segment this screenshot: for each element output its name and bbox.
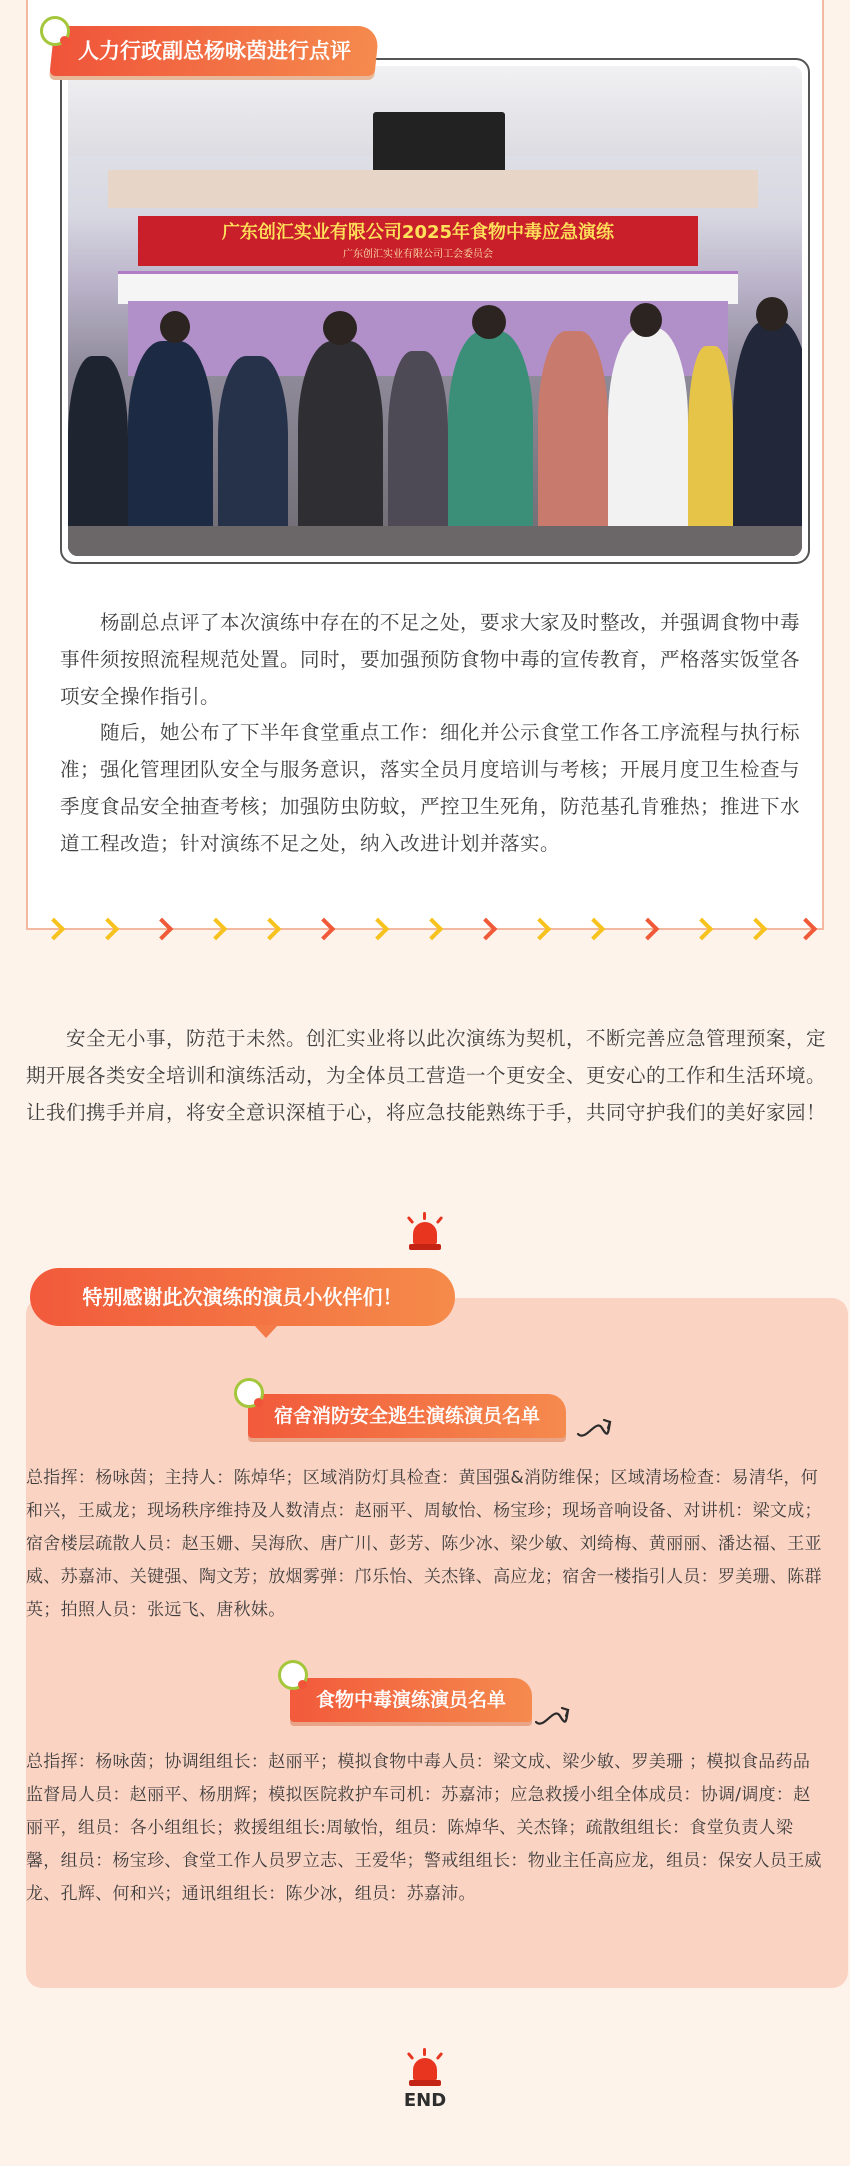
review-paragraph-1: 杨副总点评了本次演练中存在的不足之处，要求大家及时整改，并强调食物中毒事件须按照流程规范处置。同时，要加强预防食物中毒的宣传教育，严格落实饭堂各项安全操作指引。: [60, 611, 801, 708]
ring-icon: [278, 1660, 308, 1690]
photo-person: [688, 346, 733, 556]
photo-banner-subtext: 广东创汇实业有限公司工会委员会: [343, 249, 493, 260]
closing-paragraph: 安全无小事，防范于未然。创汇实业将以此次演练为契机，不断完善应急管理预案，定期开展各类安全培训和演练活动，为全体员工营造一个更安全、更安心的工作和生活环境。让我们携手并肩，将安全意识深植于心，将应急技能熟练于手，共同守护我们的美好家园！: [26, 1027, 827, 1124]
siren-ray: [436, 1216, 443, 1224]
siren-ray: [407, 1216, 414, 1224]
dorm-list-title: 宿舍消防安全逃生演练演员名单: [248, 1394, 566, 1438]
photo-head: [472, 305, 506, 339]
photo-person: [448, 331, 533, 556]
siren-dome: [413, 1222, 437, 1244]
siren-icon: [405, 2048, 445, 2088]
chevron-right-icon: [637, 918, 660, 941]
ring-icon: [40, 16, 70, 46]
siren-ray: [423, 1212, 426, 1220]
siren-icon: [405, 1212, 445, 1252]
chevron-right-icon: [795, 918, 818, 941]
siren-ray: [436, 2052, 443, 2060]
chevron-right-icon: [475, 918, 498, 941]
siren-base: [409, 2080, 441, 2086]
chevron-right-icon: [421, 918, 444, 941]
photo-floor: [68, 526, 802, 556]
photo-crowd: [68, 311, 802, 556]
photo-person: [538, 331, 608, 556]
photo-person: [298, 341, 383, 556]
section-title-text: 人力行政副总杨咏茵进行点评: [78, 39, 351, 63]
photo-banner-text: 广东创汇实业有限公司2025年食物中毒应急演练: [221, 222, 615, 243]
photo-person: [608, 328, 688, 556]
end-label: END: [403, 2090, 447, 2111]
photo-banner: [138, 216, 698, 266]
review-paragraph-2: 随后，她公布了下半年食堂重点工作：细化并公示食堂工作各工序流程与执行标准；强化管理团队安全与服务意识，落实全员月度培训与考核；开展月度卫生检查与季度食品安全抽查考核；加强防虫防蚊，严控卫生死角，防范基孔肯雅热；推进下水道工程改造；针对演练不足之处，纳入改进计划并落实。: [60, 721, 801, 855]
photo-frame: [60, 58, 810, 564]
siren-dome: [413, 2058, 437, 2080]
food-list-title: 食物中毒演练演员名单: [290, 1678, 532, 1722]
food-list-text: 总指挥：杨咏茵；协调组组长：赵丽平；模拟食物中毒人员：梁文成、梁少敏、罗美珊 ；模拟食品药品监督局人员：赵丽平、杨朋辉；模拟医院救护车司机：苏嘉沛；应急救援小组全体成员：协调/调度：赵丽平，组员：各小组组长；救援组组长:周敏怡，组员：陈焯华、关杰锋；疏散组组长：食堂负责人梁馨，组员：杨宝珍、食堂工作人员罗立志、王爱华；警戒组组长：物业主任高应龙，组员：保安人员王威龙、孔辉、何和兴；通讯组组长：陈少冰，组员：苏嘉沛。: [26, 1752, 822, 1904]
chevron-right-icon: [313, 918, 336, 941]
thanks-title: 特别感谢此次演练的演员小伙伴们！: [30, 1268, 455, 1326]
squiggle-arrow-icon: [532, 1700, 572, 1730]
siren-base: [409, 1244, 441, 1250]
siren-ray: [407, 2052, 414, 2060]
photo-head: [630, 303, 662, 337]
chevron-right-icon: [745, 918, 768, 941]
chevron-divider: [36, 917, 816, 947]
photo-person: [128, 341, 213, 556]
siren-ray: [423, 2048, 426, 2056]
photo-head: [323, 311, 357, 345]
chevron-right-icon: [259, 918, 282, 941]
photo-head: [160, 311, 190, 343]
chevron-right-icon: [583, 918, 606, 941]
photo-wall: [108, 170, 758, 208]
ring-icon: [234, 1378, 264, 1408]
squiggle-arrow-icon: [574, 1412, 614, 1442]
section-title-review: [49, 26, 379, 76]
dorm-list-text: 总指挥：杨咏茵；主持人：陈焯华；区域消防灯具检查：黄国强&消防维保；区域清场检查：易清华，何和兴，王威龙；现场秩序维持及人数清点：赵丽平、周敏怡、杨宝珍；现场音响设备、对讲机：梁文成；宿舍楼层疏散人员：赵玉姗、吴海欣、唐广川、彭芳、陈少冰、梁少敏、刘绮梅、黄丽丽、潘达福、王亚威、苏嘉沛、关键强、陶文芳；放烟雾弹：邝乐怡、关杰锋、高应龙；宿舍一楼指引人员：罗美珊、陈群英；拍照人员：张远飞、唐秋妹。: [26, 1468, 822, 1620]
chevron-right-icon: [97, 918, 120, 941]
drill-photo: [68, 66, 802, 556]
chevron-right-icon: [43, 918, 66, 941]
chevron-right-icon: [529, 918, 552, 941]
chevron-right-icon: [367, 918, 390, 941]
chevron-right-icon: [205, 918, 228, 941]
photo-person: [733, 321, 802, 556]
chevron-right-icon: [691, 918, 714, 941]
photo-menu-board: [118, 271, 738, 304]
chevron-right-icon: [151, 918, 174, 941]
photo-head: [756, 297, 788, 331]
